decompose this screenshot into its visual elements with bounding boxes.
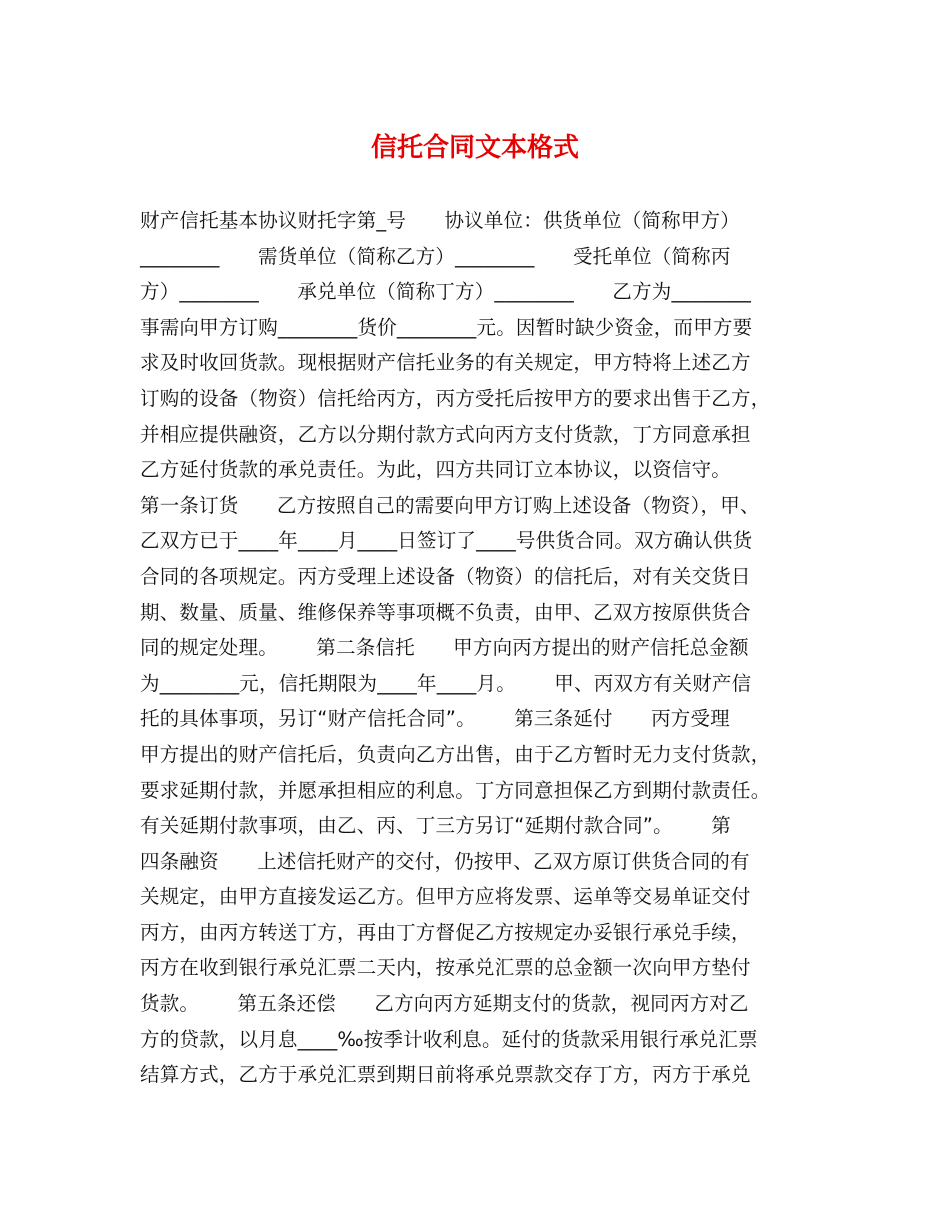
- body-line: 订购的设备（物资）信托给丙方，丙方受托后按甲方的要求出售于乙方，: [140, 386, 771, 410]
- body-line: 四条融资 上述信托财产的交付，仍按甲、乙双方原订供货合同的有: [140, 849, 750, 873]
- document-title: 信托合同文本格式: [370, 133, 579, 163]
- body-line: 托的具体事项，另订“财产信托合同”。 第三条延付 丙方受理: [140, 707, 730, 731]
- body-line: 方的贷款，以月息____‰按季计收利息。延付的货款采用银行承兑汇票: [140, 1027, 758, 1051]
- body-line: 第一条订货 乙方按照自己的需要向甲方订购上述设备（物资），甲、: [140, 493, 760, 517]
- body-line: 乙双方已于____年____月____日签订了____号供货合同。双方确认供货: [140, 529, 753, 553]
- body-line: 丙方在收到银行承兑汇票二天内，按承兑汇票的总金额一次向甲方垫付: [140, 956, 751, 980]
- body-line: 丙方，由丙方转送丁方，再由丁方督促乙方按规定办妥银行承兑手续，: [140, 920, 751, 944]
- body-line: 货款。 第五条还偿 乙方向丙方延期支付的货款，视同丙方对乙: [140, 992, 749, 1016]
- body-line: 乙方延付货款的承兑责任。为此，四方共同订立本协议，以资信守。: [140, 458, 732, 482]
- body-line: 求及时收回货款。现根据财产信托业务的有关规定，甲方特将上述乙方: [140, 351, 751, 375]
- body-line: 有关延期付款事项，由乙、丙、丁三方另订“延期付款合同”。 第: [140, 814, 731, 838]
- body-line: ________ 需货单位（简称乙方）________ 受托单位（简称丙: [140, 244, 731, 268]
- body-line: 甲方提出的财产信托后，负责向乙方出售，由于乙方暂时无力支付货款，: [140, 742, 771, 766]
- body-line: 事需向甲方订购________货价________元。因暂时缺少资金，而甲方要: [140, 315, 753, 339]
- body-line: 财产信托基本协议财托字第_号 协议单位：供货单位（简称甲方）: [140, 209, 740, 232]
- body-line: 方）________ 承兑单位（简称丁方）________ 乙方为________: [140, 280, 752, 304]
- body-line: 同的规定处理。 第二条信托 甲方向丙方提出的财产信托总金额: [140, 636, 749, 660]
- document-body: [140, 203, 830, 1093]
- body-line: 合同的各项规定。丙方受理上述设备（物资）的信托后，对有关交货日: [140, 564, 751, 588]
- body-line: 结算方式，乙方于承兑汇票到期日前将承兑票款交存丁方，丙方于承兑: [140, 1063, 751, 1087]
- body-line: 期、数量、质量、维修保养等事项概不负责，由甲、乙双方按原供货合: [140, 600, 751, 624]
- body-line: 要求延期付款，并愿承担相应的利息。丁方同意担保乙方到期付款责任。: [140, 778, 771, 802]
- body-line: 关规定，由甲方直接发运乙方。但甲方应将发票、运单等交易单证交付: [140, 885, 751, 909]
- body-line: 并相应提供融资，乙方以分期付款方式向丙方支付货款，丁方同意承担: [140, 422, 751, 446]
- body-line: 为________元，信托期限为____年____月。 甲、丙双方有关财产信: [140, 671, 752, 695]
